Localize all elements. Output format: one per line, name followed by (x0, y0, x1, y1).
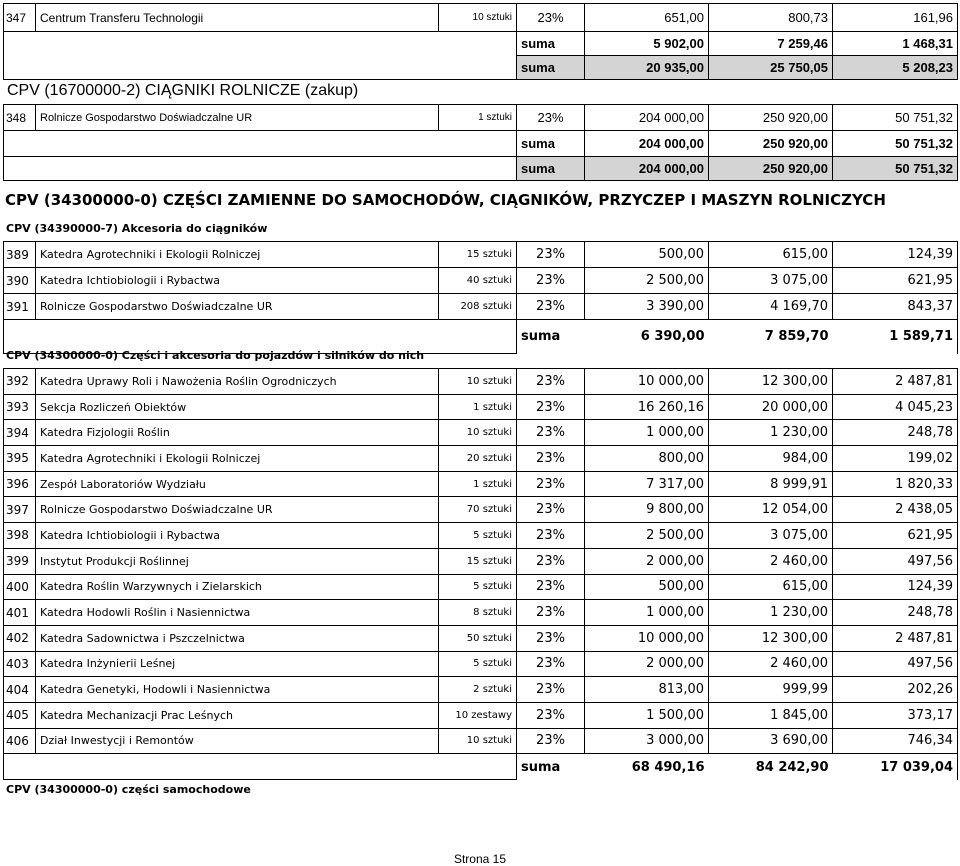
row-number: 404 (4, 677, 36, 703)
quantity: 40 sztuki (439, 268, 517, 294)
table-row (4, 651, 958, 677)
table-row (4, 4, 958, 32)
unit-name: Rolnicze Gospodarstwo Doświadczalne UR (36, 105, 439, 131)
sum-gross: 250 920,00 (709, 131, 833, 157)
sum-vat: 1 589,71 (833, 320, 958, 354)
vat-value: 621,95 (833, 268, 958, 294)
sum-gross: 25 750,05 (709, 56, 833, 80)
quantity: 5 sztuki (439, 523, 517, 549)
sum-label: suma (521, 759, 561, 775)
net-value: 1 000,00 (585, 420, 709, 446)
gross-value: 615,00 (709, 242, 833, 268)
gross-value: 2 460,00 (709, 651, 833, 677)
table-row (4, 728, 958, 754)
net-value: 10 000,00 (585, 369, 709, 395)
quantity: 5 sztuki (439, 574, 517, 600)
sum-vat: 5 208,23 (833, 56, 958, 80)
gross-value: 4 169,70 (709, 294, 833, 320)
vat-rate: 23% (517, 4, 585, 32)
table-row (4, 294, 958, 320)
unit-name: Katedra Mechanizacji Prac Leśnych (36, 702, 439, 728)
vat-value: 248,78 (833, 420, 958, 446)
subsection-heading: CPV (34300000-0) Części i akcesoria do pojazdów i silników do nich (6, 349, 425, 362)
vat-rate: 23% (517, 702, 585, 728)
quantity: 10 zestawy (439, 702, 517, 728)
gross-value: 999,99 (709, 677, 833, 703)
unit-name: Rolnicze Gospodarstwo Doświadczalne UR (36, 497, 439, 523)
unit-name: Rolnicze Gospodarstwo Doświadczalne UR (36, 294, 439, 320)
vat-rate: 23% (517, 105, 585, 131)
vat-value: 373,17 (833, 702, 958, 728)
table-row (4, 471, 958, 497)
vat-value: 2 487,81 (833, 625, 958, 651)
sum-net: 20 935,00 (585, 56, 709, 80)
vat-value: 746,34 (833, 728, 958, 754)
sum-net: 5 902,00 (585, 32, 709, 56)
table-row (4, 369, 958, 395)
vat-value: 1 820,33 (833, 471, 958, 497)
vat-rate: 23% (517, 394, 585, 420)
quantity: 10 sztuki (439, 369, 517, 395)
table-row (4, 105, 958, 131)
vat-rate: 23% (517, 446, 585, 472)
net-value: 800,00 (585, 446, 709, 472)
gross-value: 3 075,00 (709, 268, 833, 294)
vat-rate: 23% (517, 651, 585, 677)
net-value: 2 000,00 (585, 651, 709, 677)
page-number: Strona 15 (453, 852, 507, 866)
sum-vat: 50 751,32 (833, 131, 958, 157)
table-row (4, 574, 958, 600)
sum-gross: 250 920,00 (709, 157, 833, 181)
gross-value: 2 460,00 (709, 548, 833, 574)
gross-value: 8 999,91 (709, 471, 833, 497)
row-number: 401 (4, 600, 36, 626)
net-value: 16 260,16 (585, 394, 709, 420)
sum-gross: 7 859,70 (764, 329, 829, 345)
net-value: 204 000,00 (585, 105, 709, 131)
vat-value: 4 045,23 (833, 394, 958, 420)
row-number: 395 (4, 446, 36, 472)
unit-name: Katedra Hodowli Roślin i Nasiennictwa (36, 600, 439, 626)
vat-rate: 23% (517, 294, 585, 320)
table-row (4, 242, 958, 268)
table-block-2 (3, 104, 958, 181)
quantity: 15 sztuki (439, 548, 517, 574)
table-row (4, 600, 958, 626)
sum-row (4, 56, 958, 80)
row-number: 391 (4, 294, 36, 320)
vat-value: 2 438,05 (833, 497, 958, 523)
quantity: 8 sztuki (439, 600, 517, 626)
gross-value: 12 300,00 (709, 625, 833, 651)
sum-net: 204 000,00 (585, 157, 709, 181)
gross-value: 3 690,00 (709, 728, 833, 754)
unit-name: Zespół Laboratoriów Wydziału (36, 471, 439, 497)
row-number: 402 (4, 625, 36, 651)
unit-name: Dział Inwestycji i Remontów (36, 728, 439, 754)
section-heading: CPV (34300000-0) CZĘŚCI ZAMIENNE DO SAMOCHODÓW, CIĄGNIKÓW, PRZYCZEP I MASZYN ROLNICZYCH (5, 191, 886, 209)
row-number: 399 (4, 548, 36, 574)
vat-value: 497,56 (833, 651, 958, 677)
sum-row (4, 32, 958, 56)
sum-label: suma (517, 131, 585, 157)
vat-rate: 23% (517, 548, 585, 574)
quantity: 2 sztuki (439, 677, 517, 703)
unit-name: Katedra Fizjologii Roślin (36, 420, 439, 446)
vat-value: 202,26 (833, 677, 958, 703)
vat-value: 199,02 (833, 446, 958, 472)
sum-vat: 17 039,04 (833, 754, 958, 780)
unit-name: Katedra Ichtiobiologii i Rybactwa (36, 268, 439, 294)
net-value: 2 000,00 (585, 548, 709, 574)
quantity: 70 sztuki (439, 497, 517, 523)
net-value: 2 500,00 (585, 268, 709, 294)
unit-name: Katedra Uprawy Roli i Nawożenia Roślin Ogrodniczych (36, 369, 439, 395)
sum-net: 68 490,16 (631, 759, 705, 775)
table-block-1 (3, 3, 958, 80)
row-number: 393 (4, 394, 36, 420)
vat-rate: 23% (517, 471, 585, 497)
row-number: 405 (4, 702, 36, 728)
sum-net: 204 000,00 (585, 131, 709, 157)
vat-value: 248,78 (833, 600, 958, 626)
section-heading: CPV (16700000-2) CIĄGNIKI ROLNICZE (zakup) (7, 82, 359, 99)
sum-vat: 50 751,32 (833, 157, 958, 181)
quantity: 5 sztuki (439, 651, 517, 677)
unit-name: Katedra Sadownictwa i Pszczelnictwa (36, 625, 439, 651)
sum-label: suma (521, 329, 561, 345)
vat-value: 50 751,32 (833, 105, 958, 131)
row-number: 348 (4, 105, 36, 131)
table-block-3 (3, 241, 958, 354)
gross-value: 800,73 (709, 4, 833, 32)
vat-value: 2 487,81 (833, 369, 958, 395)
vat-rate: 23% (517, 242, 585, 268)
net-value: 7 317,00 (585, 471, 709, 497)
vat-value: 843,37 (833, 294, 958, 320)
gross-value: 12 054,00 (709, 497, 833, 523)
sum-gross: 84 242,90 (755, 759, 829, 775)
table-row (4, 677, 958, 703)
vat-rate: 23% (517, 268, 585, 294)
gross-value: 12 300,00 (709, 369, 833, 395)
quantity: 50 sztuki (439, 625, 517, 651)
vat-rate: 23% (517, 497, 585, 523)
sum-row (4, 754, 958, 780)
row-number: 389 (4, 242, 36, 268)
vat-value: 161,96 (833, 4, 958, 32)
gross-value: 1 230,00 (709, 600, 833, 626)
net-value: 651,00 (585, 4, 709, 32)
vat-value: 124,39 (833, 574, 958, 600)
net-value: 1 000,00 (585, 600, 709, 626)
net-value: 1 500,00 (585, 702, 709, 728)
subsection-heading: CPV (34300000-0) części samochodowe (6, 783, 251, 796)
vat-rate: 23% (517, 420, 585, 446)
gross-value: 984,00 (709, 446, 833, 472)
unit-name: Katedra Roślin Warzywnych i Zielarskich (36, 574, 439, 600)
unit-name: Katedra Agrotechniki i Ekologii Rolniczej (36, 446, 439, 472)
table-row (4, 548, 958, 574)
table-row (4, 497, 958, 523)
subsection-heading: CPV (34390000-7) Akcesoria do ciągników (6, 222, 268, 235)
quantity: 1 sztuki (439, 394, 517, 420)
row-number: 398 (4, 523, 36, 549)
quantity: 20 sztuki (439, 446, 517, 472)
unit-name: Sekcja Rozliczeń Obiektów (36, 394, 439, 420)
net-value: 10 000,00 (585, 625, 709, 651)
sum-label: suma (517, 56, 585, 80)
row-number: 396 (4, 471, 36, 497)
gross-value: 1 845,00 (709, 702, 833, 728)
gross-value: 250 920,00 (709, 105, 833, 131)
vat-rate: 23% (517, 625, 585, 651)
row-number: 397 (4, 497, 36, 523)
table-row (4, 268, 958, 294)
quantity: 1 sztuki (439, 105, 517, 131)
sum-net: 6 390,00 (640, 329, 705, 345)
net-value: 500,00 (585, 574, 709, 600)
vat-rate: 23% (517, 523, 585, 549)
net-value: 3 390,00 (585, 294, 709, 320)
row-number: 347 (4, 4, 36, 32)
sum-row (4, 157, 958, 181)
vat-value: 124,39 (833, 242, 958, 268)
table-row (4, 394, 958, 420)
table-row (4, 446, 958, 472)
row-number: 392 (4, 369, 36, 395)
sum-label: suma (517, 157, 585, 181)
table-row (4, 702, 958, 728)
sum-vat: 1 468,31 (833, 32, 958, 56)
net-value: 500,00 (585, 242, 709, 268)
net-value: 2 500,00 (585, 523, 709, 549)
table-row (4, 523, 958, 549)
gross-value: 3 075,00 (709, 523, 833, 549)
table-row (4, 420, 958, 446)
vat-rate: 23% (517, 728, 585, 754)
vat-rate: 23% (517, 677, 585, 703)
unit-name: Katedra Agrotechniki i Ekologii Rolniczej (36, 242, 439, 268)
gross-value: 1 230,00 (709, 420, 833, 446)
row-number: 400 (4, 574, 36, 600)
net-value: 813,00 (585, 677, 709, 703)
unit-name: Katedra Genetyki, Hodowli i Nasiennictwa (36, 677, 439, 703)
vat-value: 621,95 (833, 523, 958, 549)
quantity: 10 sztuki (439, 420, 517, 446)
table-block-4 (3, 368, 958, 780)
sum-label: suma (517, 32, 585, 56)
net-value: 3 000,00 (585, 728, 709, 754)
quantity: 208 sztuki (439, 294, 517, 320)
row-number: 403 (4, 651, 36, 677)
row-number: 406 (4, 728, 36, 754)
vat-rate: 23% (517, 600, 585, 626)
vat-rate: 23% (517, 369, 585, 395)
quantity: 10 sztuki (439, 728, 517, 754)
vat-rate: 23% (517, 574, 585, 600)
gross-value: 615,00 (709, 574, 833, 600)
gross-value: 20 000,00 (709, 394, 833, 420)
quantity: 1 sztuki (439, 471, 517, 497)
quantity: 15 sztuki (439, 242, 517, 268)
unit-name: Instytut Produkcji Roślinnej (36, 548, 439, 574)
quantity: 10 sztuki (439, 4, 517, 32)
table-row (4, 625, 958, 651)
sum-gross: 7 259,46 (709, 32, 833, 56)
net-value: 9 800,00 (585, 497, 709, 523)
row-number: 394 (4, 420, 36, 446)
unit-name: Centrum Transferu Technologii (36, 4, 439, 32)
unit-name: Katedra Inżynierii Leśnej (36, 651, 439, 677)
unit-name: Katedra Ichtiobiologii i Rybactwa (36, 523, 439, 549)
vat-value: 497,56 (833, 548, 958, 574)
sum-row (4, 131, 958, 157)
row-number: 390 (4, 268, 36, 294)
